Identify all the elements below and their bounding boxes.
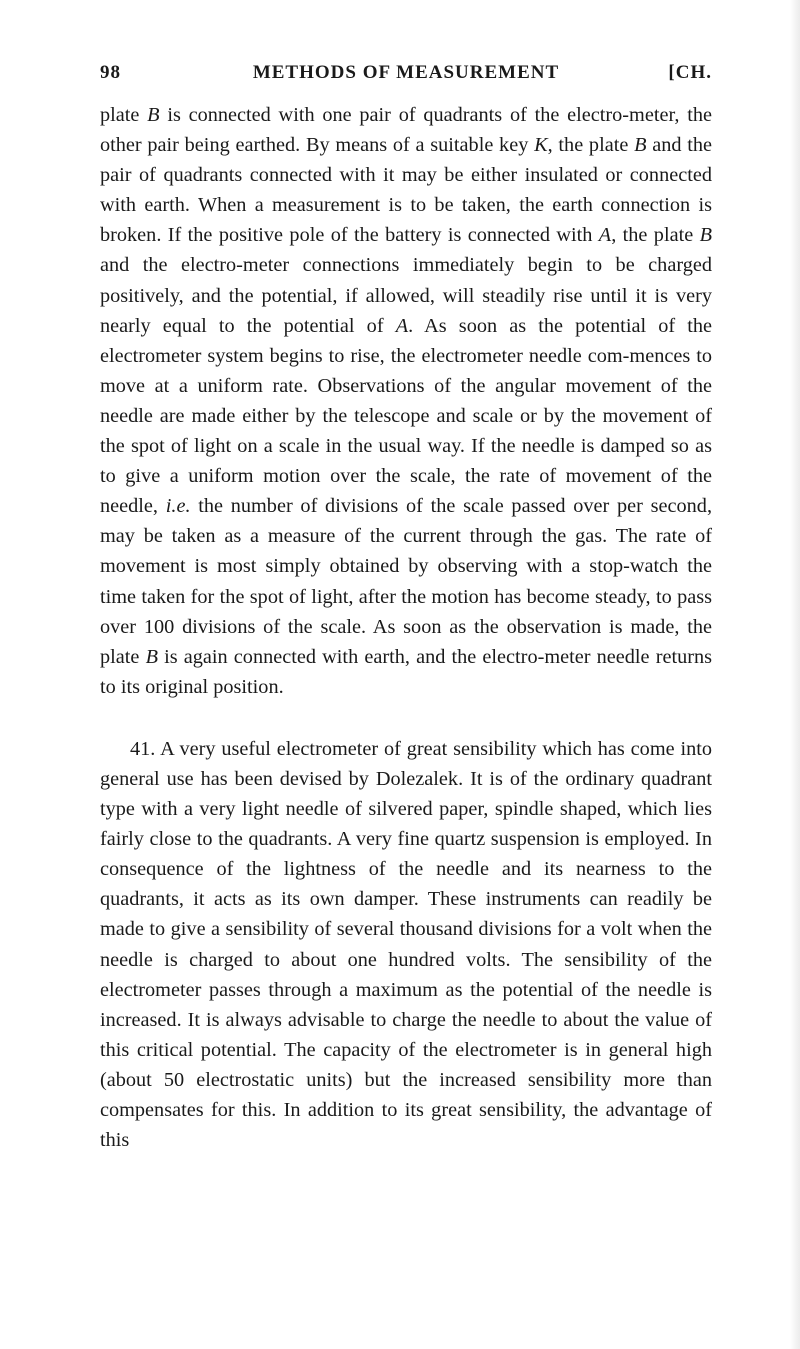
running-title: METHODS OF MEASUREMENT — [252, 62, 560, 83]
running-header — [100, 62, 712, 92]
text-run: and the electro-meter connections immediately begin to be charged positively, and the potential, if allowed, will steadily rise until it is very nearly equal to the potential of — [100, 254, 712, 337]
text-run: and the pair of quadrants connected with it may be either insulated or connected with earth. When a measurement is to be taken, the earth connection is broken. If the positive pole of the battery is connected with — [100, 134, 712, 247]
text-run: the number of divisions of the scale passed over per second, may be taken as a measure of the current through the gas. The rate of movement is most simply obtained by observing with a stop-watch the time taken for the spot of light, after the motion has become steady, to pass over 100 divisions of the scale. As soon as the observation is made, the plate — [100, 495, 713, 668]
text-run: . As soon as the potential of the electrometer system begins to rise, the electrometer needle com-mences to move at a uniform rate. Observations of the angular movement of the needle are made either by the telescope and scale or by the movement of the spot of light on a scale in the usual way. If the needle is damped so as to give a uniform motion over the scale, the rate of movement of the needle, — [100, 314, 712, 518]
text-run: is again connected with earth, and the electro-meter needle returns to its original position. — [100, 645, 713, 698]
page-number: 98 — [100, 62, 121, 83]
italic-symbol: K — [534, 134, 548, 157]
italic-symbol: A — [395, 314, 409, 337]
text-run: , the plate — [547, 134, 635, 157]
italic-symbol: B — [634, 134, 647, 157]
paragraph-section-41 — [100, 734, 712, 1155]
text-run: , the plate — [611, 224, 700, 247]
italic-symbol: B — [147, 104, 160, 126]
page-edge-shadow — [790, 0, 800, 1349]
text-run: plate — [100, 104, 148, 126]
section-number: 41. — [130, 737, 156, 760]
italic-symbol: B — [145, 645, 158, 668]
italic-symbol: A — [598, 224, 612, 247]
paragraph-continued — [100, 100, 712, 702]
chapter-mark: [CH. — [668, 62, 712, 83]
text-run: A very useful electrometer of great sensibility which has come into general use has been devised by Dolezalek. It is of the ordinary quadrant type with a very light needle of silvered paper, spindle shaped, which lies fairly close to the quadrants. A very fine quartz suspension is employed. In consequence of the lightness of the needle and its nearness to the quadrants, it acts as its own damper. These instruments can readily be made to give a sensibility of several thousand divisions for a volt when the needle is charged to about one hundred volts. The sensibility of the electrometer passes through a maximum as the potential of the needle is increased. It is always advisable to charge the needle to about the value of this critical potential. The capacity of the electrometer is in general high (about 50 electrostatic units) but the increased sensibility more than compensates for this. In addition to its great sensibility, the advantage of this — [100, 737, 712, 1152]
italic-symbol: B — [699, 224, 712, 247]
text-run: is connected with one pair of quadrants of the electro-meter, the other pair being earthed. By means of a suitable key — [100, 104, 712, 157]
body-text — [100, 100, 712, 1155]
italic-abbreviation: i.e. — [165, 495, 191, 518]
